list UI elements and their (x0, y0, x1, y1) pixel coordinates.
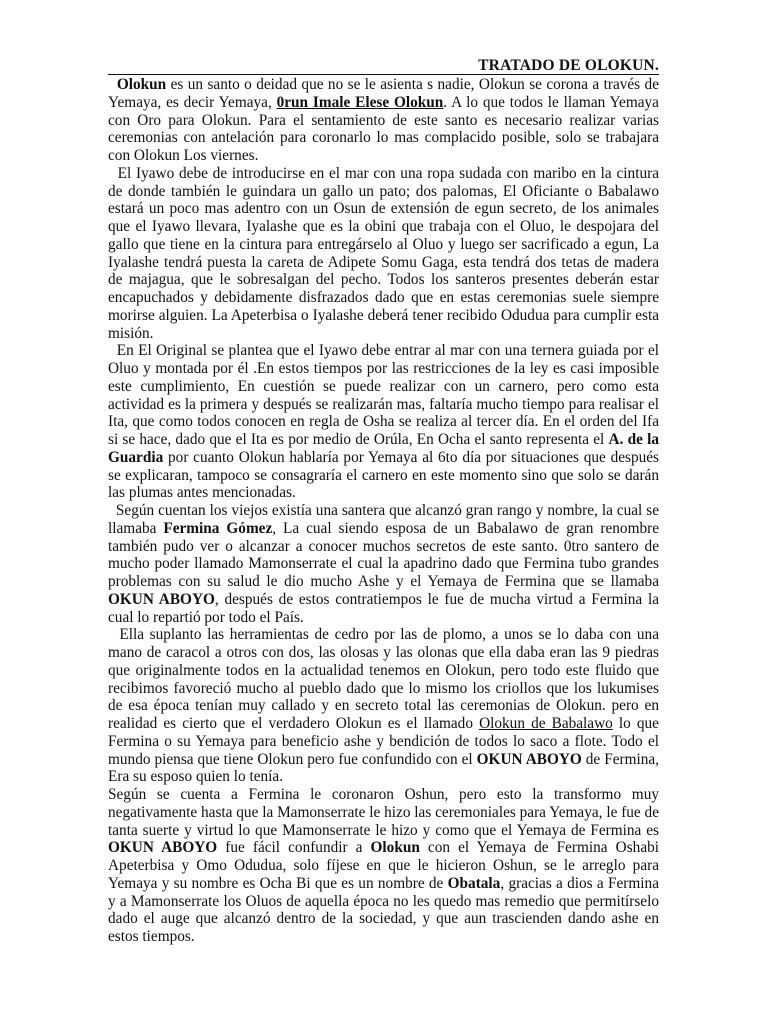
paragraph-1 (108, 76, 659, 165)
text-run: con el Yemaya de Fermina Oshabi Apeterbisa y Omo Odudua, solo fíjese en que le hicieron Oshun, se le arreglo para Yemaya y su nombre es Ocha Bi que es un nombre de (108, 839, 660, 892)
bold-term: Fermina Gómez (163, 519, 273, 537)
title-underline (108, 74, 659, 75)
text-run: por cuanto Olokun hablaría por Yemaya al 6to día por situaciones que después se explicaran, tampoco se consagraría el carnero en este momento sino que solo se darán las plumas antes mencionadas. (108, 448, 659, 502)
document-body (108, 76, 659, 946)
paragraph-5 (108, 626, 659, 786)
paragraph-2 (108, 165, 659, 343)
bold-term: OKUN ABOYO (108, 839, 218, 857)
bold-underlined-term: 0run Imale Elese Olokun (276, 93, 444, 111)
underlined-term: Olokun de Babalawo (479, 715, 613, 732)
text-run: Según se cuenta a Fermina le coronaron Oshun, pero esto la transformo muy negativamente hasta que la Mamonserrate le hizo las ceremoniales para Yemaya, le fue de tanta suerte y virtud lo que Mamonserrate le hizo y como que el Yemaya de Fermina es (108, 786, 659, 839)
bold-term: OKUN ABOYO (476, 750, 582, 768)
text-run: es un santo o deidad que no se le asienta s nadie, Olokun se corona a través de Yemaya, es decir Yemaya, (108, 76, 659, 111)
text-run: . A lo que todos le llaman Yemaya con Oro para Olokun. Para el sentamiento de este santo es necesario realizar varias ceremonias con antelación para coronarlo lo mas complacido posible, solo se trabajara con Olokun Los viernes. (108, 93, 659, 164)
bold-term: Olokun (116, 76, 167, 93)
bold-term: A. de la Guardia (108, 431, 660, 466)
paragraph-6 (108, 786, 659, 946)
bold-term: Obatala (447, 874, 501, 892)
text-run: de Fermina, Era su esposo quien lo tenía. (108, 750, 660, 786)
text-run: , después de estos contratiempos le fue de mucha virtud a Fermina la cual lo repartió por todo el País. (108, 590, 660, 626)
paragraph-4 (108, 502, 659, 626)
text-run: En El Original se plantea que el Iyawo debe entrar al mar con una ternera guiada por el Oluo y montada por él .En estos tiempos por las restricciones de la ley es casi imposible este cumplimiento, En cuestión se puede realizar con un carnero, pero como esta actividad es la primera y después se realizarán mas, faltaría mucho tiempo para realisar el Ita, que como todos conocen en regla de Osha se realiza al tercer día. En el orden del Ifa si se hace, dado que el Ita es por medio de Orúla, En Ocha el santo representa el (108, 342, 659, 448)
text-run: , gracias a dios a Fermina y a Mamonserrate los Oluos de aquella época no les quedo mas remedio que permitírselo dado el auge que alcanzó dentro de la sociedad, y que aun trascienden dando ashe en estos tiempos. (108, 874, 659, 945)
text-run: El Iyawo debe de introducirse en el mar con una ropa sudada con maribo en la cintura de donde también le guindara un gallo un pato; dos palomas, El Oficiante o Babalawo estará un poco mas adentro con un Osun de extensión de egun secreto, de los animales que el Iyawo llevara, Iyalashe que es la obini que trabaja con el Oluo, le despojara del gallo que tiene en la cintura para entregárselo al Oluo y luego ser sacrificado a egun, La Iyalashe tendrá puesta la careta de Adipete Somu Gaga, esta tendrá dos tetas de madera de majagua, que le sobresalgan del pecho. Todos los santeros presentes deberán estar encapuchados y debidamente disfrazados dado que en estas ceremonias suele siempre morirse alguien. La Apeterbisa o Iyalashe deberá tener recibido Odudua para cumplir esta misión. (108, 164, 659, 342)
text-run: , La cual siendo esposa de un Babalawo de gran renombre también pudo ver o alcanzar a conocer muchos secretos de este santo. 0tro santero de mucho poder llamado Mamonserrate el cual la apadrino dado que Fermina tubo grandes problemas con su salud le dio mucho Ashe y el Yemaya de Fermina que se llamaba (108, 519, 660, 590)
text-run: Ella suplanto las herramientas de cedro por las de plomo, a unos se lo daba con una mano de caracol a otros con dos, las olosas y las olonas que ella daba eran las 9 piedras que originalmente todos en la actualidad tenemos en Olokun, pero todo este fluido que recibimos favoreció mucho al pueblo dado que lo mismo los criollos que los lukumises de esa época tenían muy callado y en secreto total las ceremonias de Olokun. pero en realidad es cierto que el verdadero Olokun es el llamado (108, 626, 659, 732)
paragraph-3 (108, 342, 659, 502)
text-run: Según cuentan los viejos existía una santera que alcanzó gran rango y nombre, la cual se llamaba (108, 502, 659, 537)
text-run: lo que Fermina o su Yemaya para beneficio ashe y bendición de todos lo saco a flote. Todo el mundo piensa que tiene Olokun pero fue confundido con el (108, 715, 659, 768)
text-run: fue fácil confundir a (217, 839, 371, 857)
bold-term: Olokun (370, 839, 420, 857)
bold-term: OKUN ABOYO (108, 590, 215, 608)
document-title: TRATADO DE OLOKUN. (478, 57, 659, 74)
